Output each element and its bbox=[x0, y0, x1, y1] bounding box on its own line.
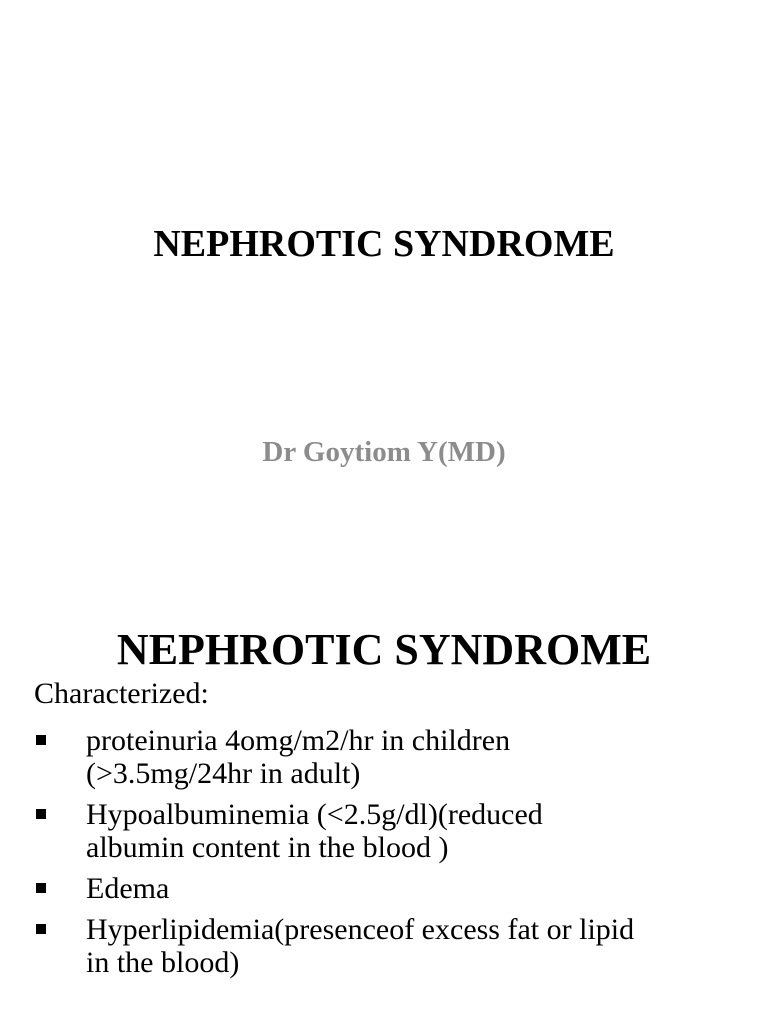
bullet-list bbox=[34, 724, 744, 987]
bullet-item-hyperlipidemia bbox=[34, 913, 744, 979]
bullet-line: Hyperlipidemia(presenceof excess fat or lipid bbox=[86, 913, 635, 946]
square-bullet-icon bbox=[36, 924, 46, 934]
bullet-item-proteinuria bbox=[34, 724, 744, 790]
bullet-item-hypoalbuminemia bbox=[34, 798, 744, 864]
square-bullet-icon bbox=[36, 735, 46, 745]
content-slide bbox=[0, 576, 768, 1024]
bullet-line: albumin content in the blood ) bbox=[86, 831, 449, 864]
square-bullet-icon bbox=[36, 809, 46, 819]
bullet-line: (>3.5mg/24hr in adult) bbox=[86, 757, 361, 790]
bullet-item-edema bbox=[34, 872, 744, 905]
square-bullet-icon bbox=[36, 883, 46, 893]
intro-text: Characterized: bbox=[34, 677, 209, 710]
author-subtitle: Dr Goytiom Y(MD) bbox=[262, 436, 506, 468]
content-slide-title: NEPHROTIC SYNDROME bbox=[116, 625, 652, 674]
bullet-line: Edema bbox=[86, 872, 170, 905]
slide-title: NEPHROTIC SYNDROME bbox=[153, 223, 615, 265]
bullet-line: in the blood) bbox=[86, 946, 240, 979]
bullet-line: Hypoalbuminemia (<2.5g/dl)(reduced bbox=[86, 798, 543, 831]
bullet-line: proteinuria 4omg/m2/hr in children bbox=[86, 724, 511, 757]
